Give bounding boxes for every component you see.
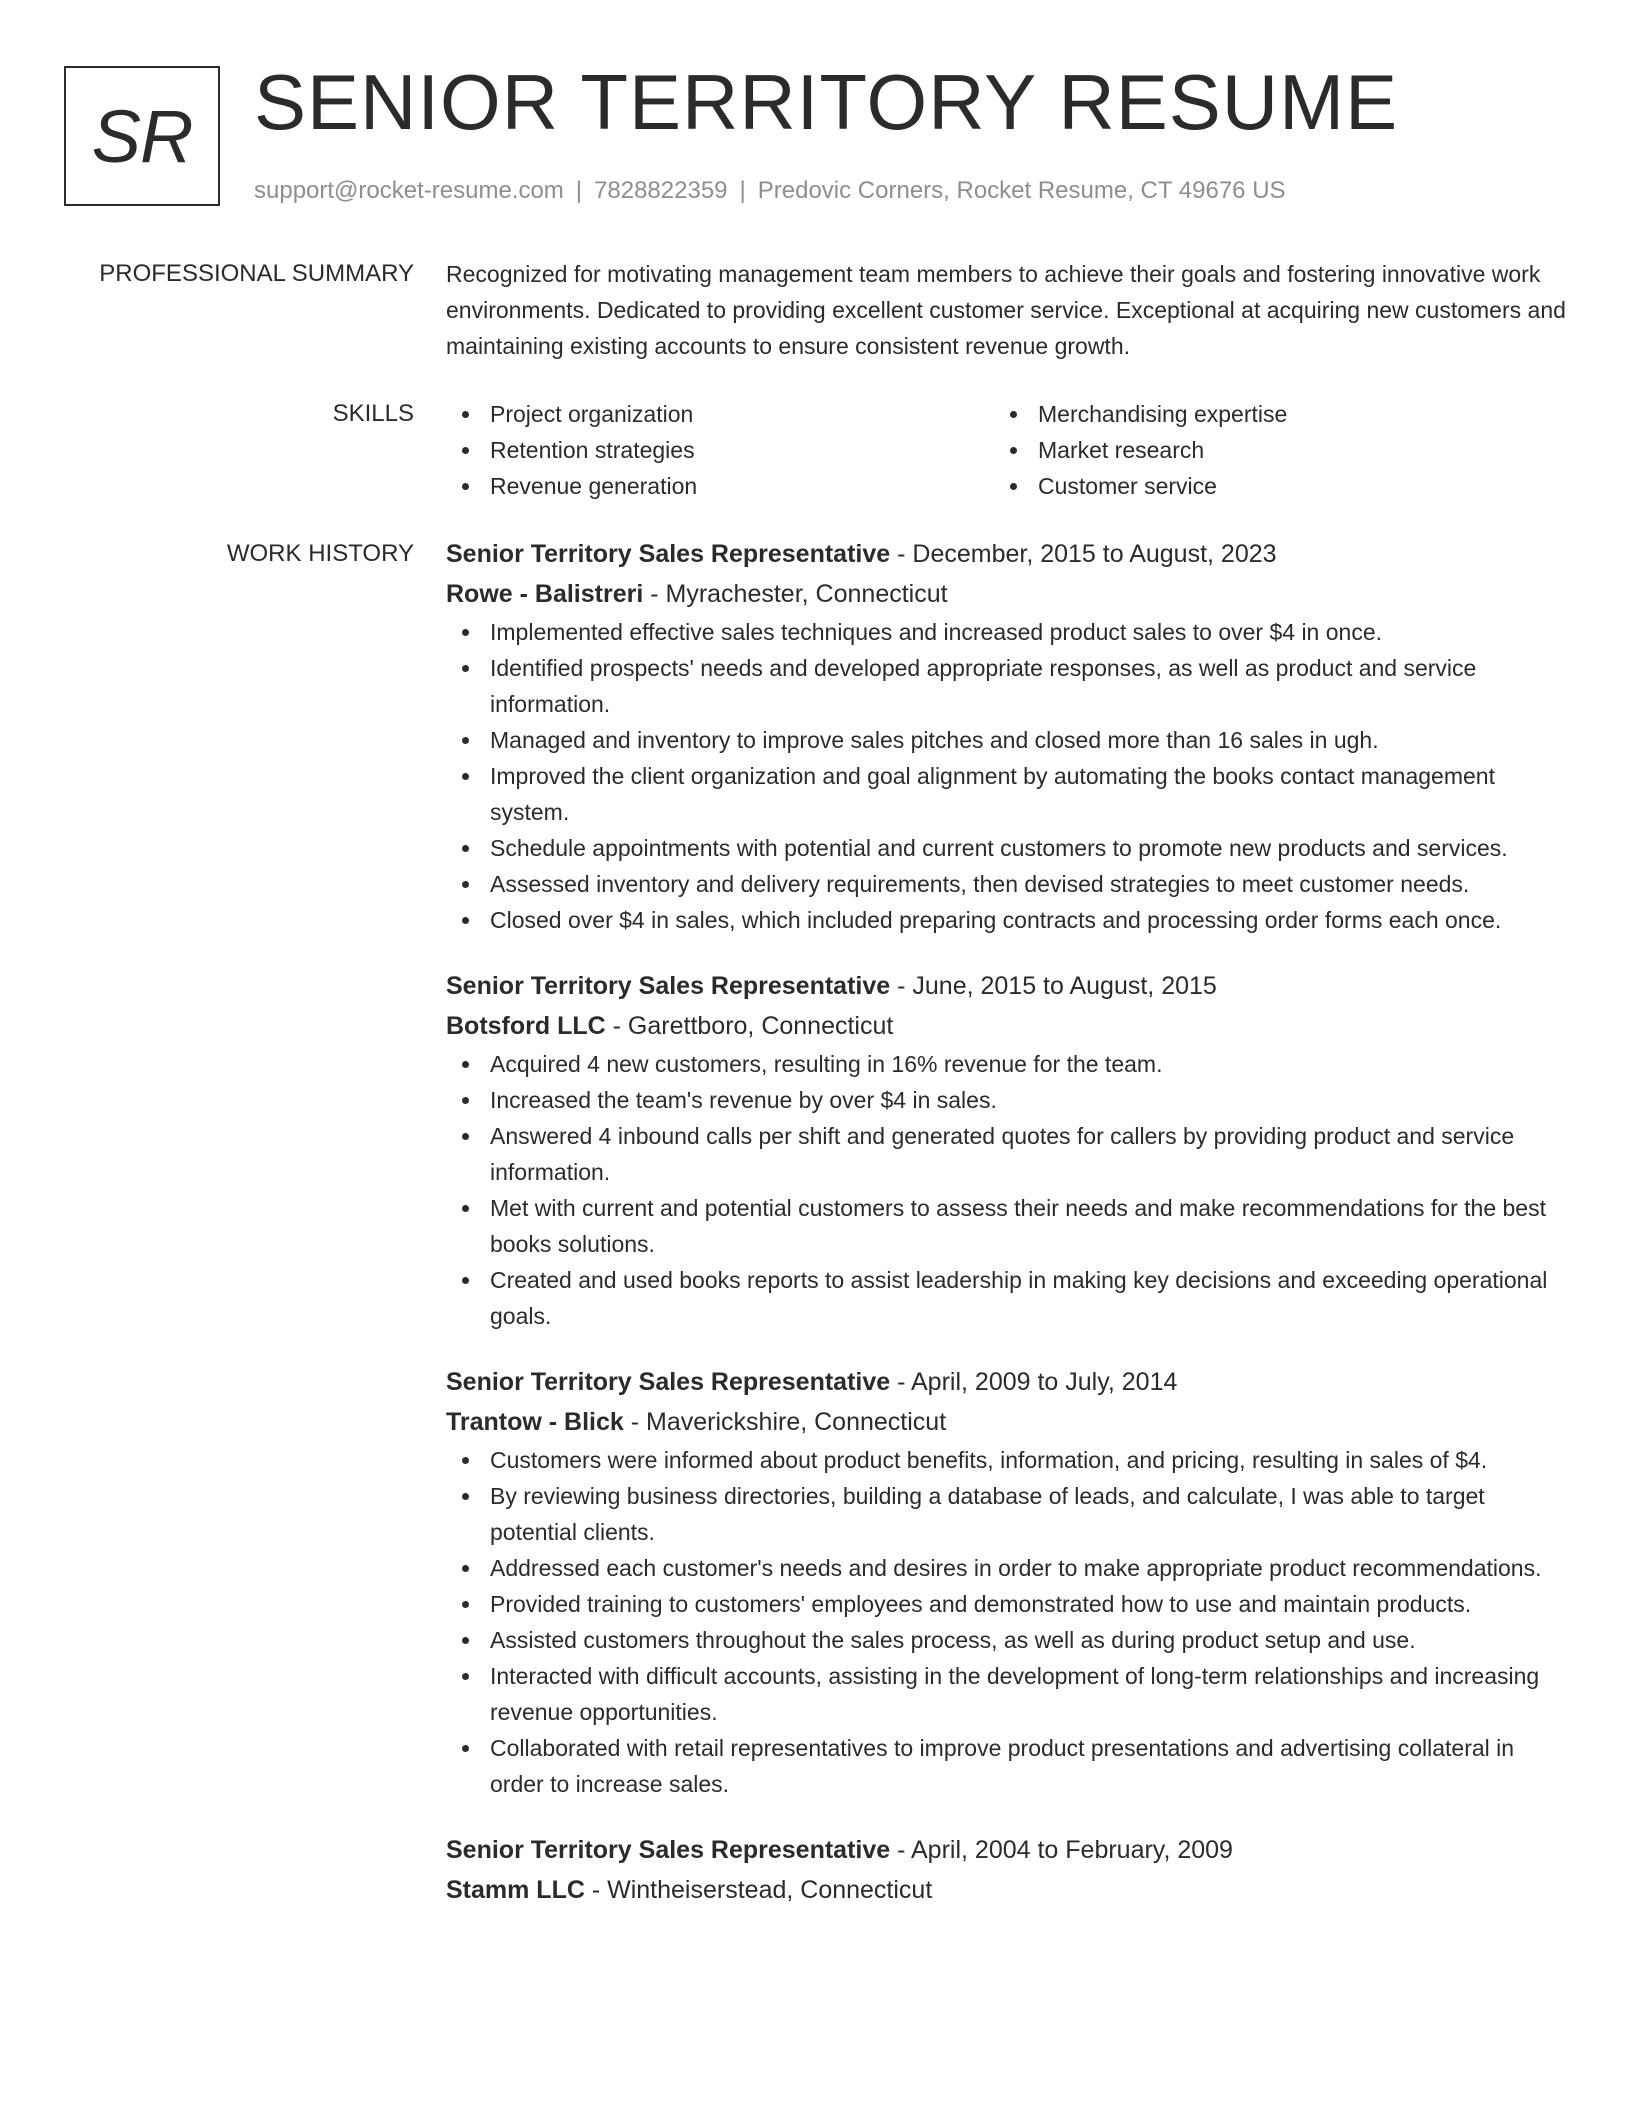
job-location: - Garettboro, Connecticut [605,1012,894,1040]
address-text: Predovic Corners, Rocket Resume, CT 49676 US [757,177,1286,204]
bullet-icon [462,1673,469,1680]
job-title-line [446,534,1566,574]
bullet-icon [462,629,469,636]
job-bullet-text: Managed and inventory to improve sales pitches and closed more than 16 sales in ugh. [490,727,1379,753]
job-location: - Myrachester, Connecticut [643,580,948,608]
summary-text: Recognized for motivating management team members to achieve their goals and fostering innovative work environments. Dedicated to providing excellent customer service. Exceptional at acquiring new customers and maintaining existing accounts to ensure consistent revenue growth. [446,261,1566,359]
bullet-icon [462,1601,469,1608]
bullet-icon [462,1637,469,1644]
job-title: Senior Territory Sales Representative [446,972,891,1000]
bullet-icon [462,665,469,672]
job-bullet-text: Addressed each customer's needs and desires in order to make appropriate product recommendations. [490,1555,1542,1581]
skills-section [446,396,1566,504]
job-bullet [446,1082,1566,1118]
bullet-icon [462,1277,469,1284]
job-bullet-text: Assisted customers throughout the sales process, as well as during product setup and use. [490,1627,1416,1653]
bullet-icon [462,1565,469,1572]
skill-item-text: Merchandising expertise [1038,401,1288,427]
job-bullet [446,1262,1566,1334]
job-bullet [446,758,1566,830]
job-entry [446,1830,1566,1910]
bullet-icon [462,845,469,852]
job-title: Senior Territory Sales Representative [446,1836,891,1864]
job-bullet [446,866,1566,902]
job-company: Trantow - Blick [446,1408,624,1436]
bullet-icon [462,1133,469,1140]
skill-item-text: Project organization [490,401,694,427]
job-bullet [446,722,1566,758]
job-bullet [446,1622,1566,1658]
resume-title: SENIOR TERRITORY RESUME [254,58,1399,146]
job-company-line [446,1006,1566,1046]
job-title-line [446,966,1566,1006]
skill-item-text: Revenue generation [490,473,698,499]
job-bullet [446,902,1566,938]
job-entry [446,1362,1566,1802]
bullet-icon [462,1061,469,1068]
bullet-icon [462,1097,469,1104]
job-company-line [446,1402,1566,1442]
job-entry [446,534,1566,938]
job-bullet [446,1730,1566,1802]
job-title: Senior Territory Sales Representative [446,540,891,568]
job-bullet-text: Implemented effective sales techniques and increased product sales to over $4 in once. [490,619,1383,645]
bullet-icon [1010,483,1017,490]
summary-section [446,256,1566,364]
job-bullet [446,830,1566,866]
bullet-icon [1010,447,1017,454]
bullet-icon [462,483,469,490]
skills-section-label: SKILLS [332,400,414,427]
job-bullet [446,650,1566,722]
job-bullet-text: Schedule appointments with potential and current customers to promote new products and services. [490,835,1508,861]
skills-grid [446,396,1566,504]
bullet-icon [462,737,469,744]
contact-line [254,174,1286,208]
job-bullet-text: Met with current and potential customers to assess their needs and make recommendations for the best books solutions. [490,1195,1546,1257]
contact-separator: | [575,177,583,204]
job-bullet-text: By reviewing business directories, building a database of leads, and calculate, I was able to target potential clients. [490,1483,1485,1545]
bullet-icon [462,447,469,454]
job-bullet [446,1190,1566,1262]
bullet-icon [462,411,469,418]
job-bullet-text: Collaborated with retail representatives to improve product presentations and advertising collateral in order to increase sales. [490,1735,1515,1797]
skill-item [994,468,1542,504]
job-company: Botsford LLC [446,1012,606,1040]
job-bullet [446,1118,1566,1190]
job-bullet [446,1046,1566,1082]
skill-item-text: Retention strategies [490,437,695,463]
work-history-section-label: WORK HISTORY [226,540,414,567]
work-history-section [446,534,1566,1938]
job-bullet-text: Increased the team's revenue by over $4 in sales. [490,1087,997,1113]
job-bullet-text: Provided training to customers' employees and demonstrated how to use and maintain products. [490,1591,1472,1617]
job-dates: - December, 2015 to August, 2023 [890,540,1277,568]
job-bullet-text: Acquired 4 new customers, resulting in 16% revenue for the team. [490,1051,1163,1077]
job-bullet-list [446,1442,1566,1802]
job-bullet-text: Answered 4 inbound calls per shift and generated quotes for callers by providing product and service information. [490,1123,1515,1185]
skills-list-left [446,396,994,504]
bullet-icon [462,1493,469,1500]
bullet-icon [462,1457,469,1464]
job-bullet-list [446,614,1566,938]
job-bullet-text: Interacted with difficult accounts, assisting in the development of long-term relationships and increasing revenue opportunities. [490,1663,1540,1725]
job-bullet-text: Assessed inventory and delivery requirements, then devised strategies to meet customer needs. [490,871,1470,897]
job-bullet [446,1478,1566,1550]
bullet-icon [462,773,469,780]
bullet-icon [462,1205,469,1212]
job-location: - Maverickshire, Connecticut [623,1408,947,1436]
job-company: Rowe - Balistreri [446,580,644,608]
skill-item [446,396,994,432]
job-bullet-text: Customers were informed about product benefits, information, and pricing, resulting in sales of $4. [490,1447,1488,1473]
job-bullet [446,1550,1566,1586]
job-title: Senior Territory Sales Representative [446,1368,891,1396]
bullet-icon [462,881,469,888]
job-bullet [446,614,1566,650]
skill-item-text: Customer service [1038,473,1217,499]
bullet-icon [462,1745,469,1752]
phone-text: 7828822359 [594,177,728,204]
job-dates: - April, 2009 to July, 2014 [890,1368,1178,1396]
job-location: - Wintheiserstead, Connecticut [584,1876,933,1904]
job-entry [446,966,1566,1334]
bullet-icon [1010,411,1017,418]
skill-item [446,468,994,504]
job-title-line [446,1830,1566,1870]
summary-section-label: PROFESSIONAL SUMMARY [99,260,414,287]
job-bullet-text: Created and used books reports to assist leadership in making key decisions and exceeding operational goals. [490,1267,1548,1329]
job-company-line [446,1870,1566,1910]
job-bullet-text: Improved the client organization and goal alignment by automating the books contact management system. [490,763,1495,825]
job-bullet-text: Closed over $4 in sales, which included preparing contracts and processing order forms each once. [490,907,1502,933]
skill-item [446,432,994,468]
skill-item [994,432,1542,468]
monogram-badge: SR [64,66,220,206]
job-company-line [446,574,1566,614]
job-bullet-list [446,1046,1566,1334]
job-bullet [446,1442,1566,1478]
job-company: Stamm LLC [446,1876,585,1904]
bullet-icon [462,917,469,924]
job-bullet-text: Identified prospects' needs and developed appropriate responses, as well as product and service information. [490,655,1477,717]
skill-item-text: Market research [1038,437,1205,463]
job-bullet [446,1658,1566,1730]
contact-separator: | [739,177,746,204]
job-dates: - April, 2004 to February, 2009 [890,1836,1233,1864]
email-text: support@rocket-resume.com [254,177,564,204]
job-title-line [446,1362,1566,1402]
job-dates: - June, 2015 to August, 2015 [890,972,1217,1000]
job-bullet [446,1586,1566,1622]
skills-list-right [994,396,1542,504]
skill-item [994,396,1542,432]
